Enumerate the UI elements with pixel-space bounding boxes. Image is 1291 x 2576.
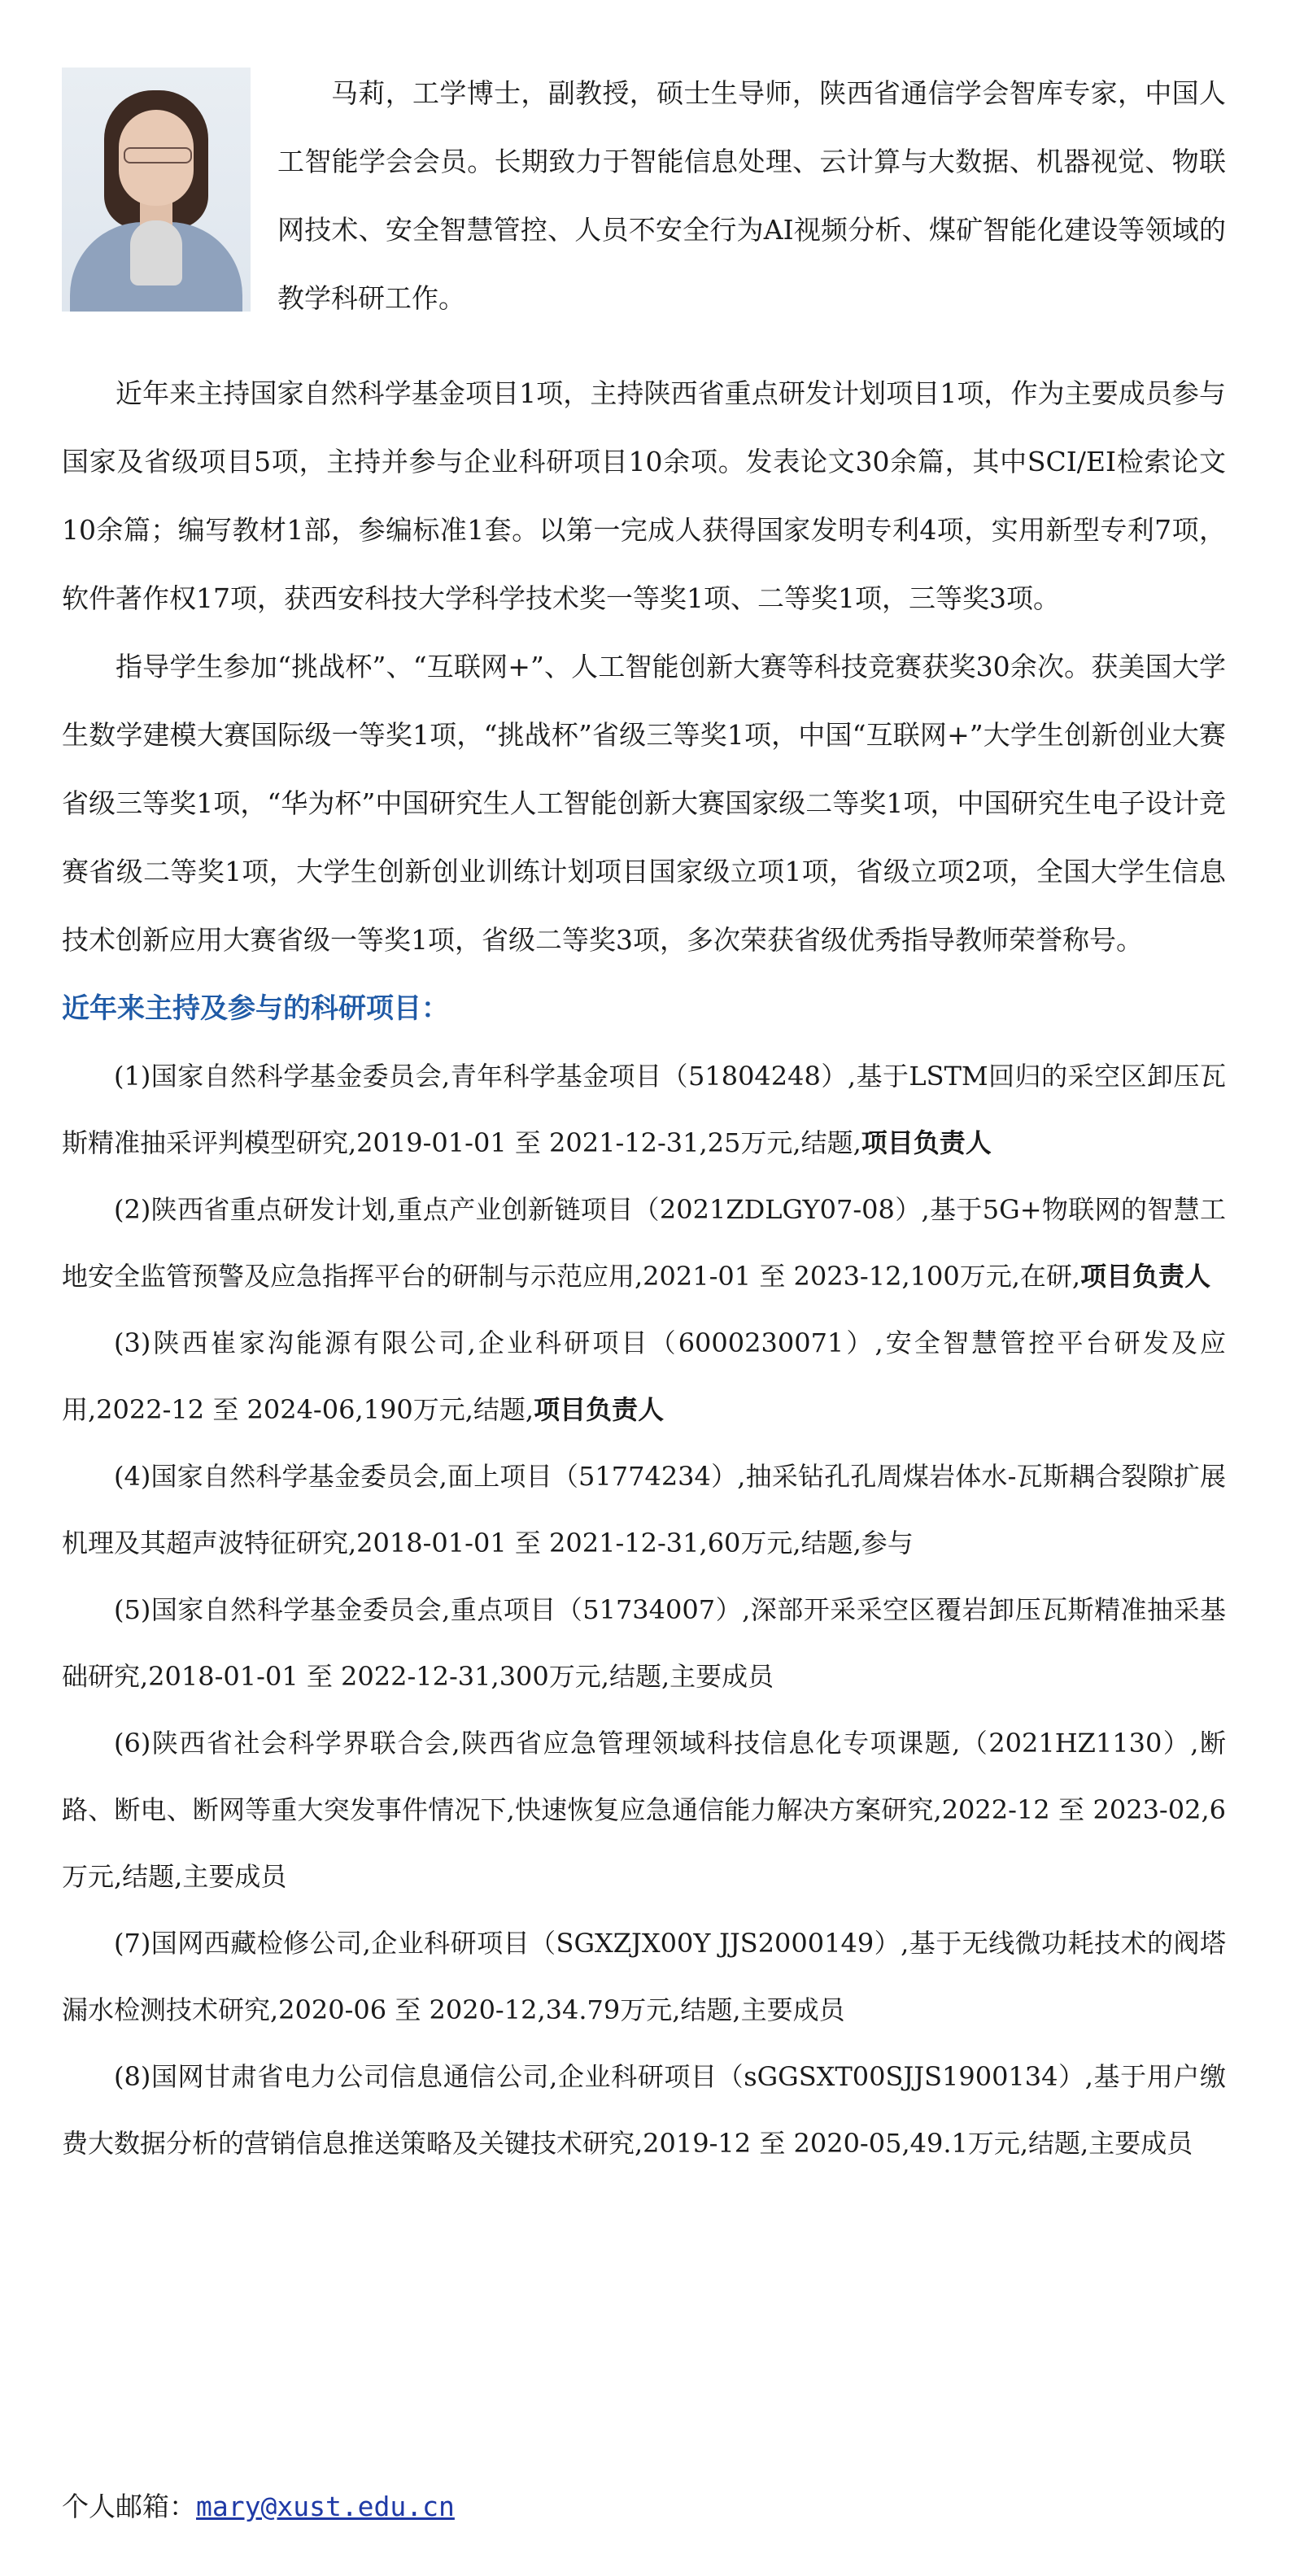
project-text: (8)国网甘肃省电力公司信息通信公司,企业科研项目（sGGSXT00SJJS1900134）,基于用户缴费大数据分析的营销信息推送策略及关键技术研究,2019-12 至 2020-05,49.1万元,结题,主要成员 (62, 2061, 1226, 2159)
project-text: (5)国家自然科学基金委员会,重点项目（51734007）,深部开采采空区覆岩卸压瓦斯精准抽采基础研究,2018-01-01 至 2022-12-31,300万元,结题,主要成员 (62, 1594, 1226, 1692)
project-text: (3)陕西崔家沟能源有限公司,企业科研项目（6000230071）,安全智慧管控平台研发及应用,2022-12 至 2024-06,190万元,结题, (62, 1327, 1226, 1425)
project-text: (2)陕西省重点研发计划,重点产业创新链项目（2021ZDLGY07-08）,基于5G+物联网的智慧工地安全监管预警及应急指挥平台的研制与示范应用,2021-01 至 2023-12,100万元,在研, (62, 1194, 1226, 1292)
bio-research-summary: 近年来主持国家自然科学基金项目1项，主持陕西省重点研发计划项目1项，作为主要成员参与国家及省级项目5项，主持并参与企业科研项目10余项。发表论文30余篇，其中SCI/EI检索论文10余篇；编写教材1部，参编标准1套。以第一完成人获得国家发明专利4项，实用新型专利7项，软件著作权17项，获西安科技大学科学技术奖一等奖1项、二等奖1项，三等奖3项。 (62, 377, 1226, 614)
projects-list (62, 1043, 1226, 2177)
projects-heading: 近年来主持及参与的科研项目： (62, 992, 449, 1025)
project-text: (1)国家自然科学基金委员会,青年科学基金项目（51804248）,基于LSTM回归的采空区卸压瓦斯精准抽采评判模型研究,2019-01-01 至 2021-12-31,25万元,结题, (62, 1061, 1226, 1158)
project-item (62, 1310, 1226, 1443)
project-role: 项目负责人 (534, 1394, 665, 1425)
bio-intro: 马莉，工学博士，副教授，硕士生导师，陕西省通信学会智库专家，中国人工智能学会会员。长期致力于智能信息处理、云计算与大数据、机器视觉、物联网技术、安全智慧管控、人员不安全行为AI视频分析、煤矿智能化建设等领域的教学科研工作。 (277, 77, 1226, 314)
profile-photo (62, 68, 251, 312)
email-link[interactable]: mary@xust.edu.cn (196, 2491, 455, 2522)
project-item (62, 1910, 1226, 2043)
project-item (62, 2043, 1226, 2177)
project-item (62, 1043, 1226, 1176)
project-role: 项目负责人 (1080, 1261, 1211, 1292)
photo-glasses (124, 147, 192, 163)
project-text: (4)国家自然科学基金委员会,面上项目（51774234）,抽采钻孔孔周煤岩体水-瓦斯耦合裂隙扩展机理及其超声波特征研究,2018-01-01 至 2021-12-31,60万元,结题,参与 (62, 1461, 1226, 1558)
intro-section (62, 59, 1226, 333)
contact-line (62, 2473, 455, 2541)
project-item (62, 1176, 1226, 1310)
bio-student-awards: 指导学生参加“挑战杯”、“互联网+”、人工智能创新大赛等科技竞赛获奖30余次。获美国大学生数学建模大赛国际级一等奖1项，“挑战杯”省级三等奖1项，中国“互联网+”大学生创新创业大赛省级三等奖1项，“华为杯”中国研究生人工智能创新大赛国家级二等奖1项，中国研究生电子设计竞赛省级二等奖1项，大学生创新创业训练计划项目国家级立项1项，省级立项2项，全国大学生信息技术创新应用大赛省级一等奖1项，省级二等奖3项，多次荣获省级优秀指导教师荣誉称号。 (62, 651, 1226, 956)
project-role: 项目负责人 (861, 1127, 992, 1158)
project-text: (6)陕西省社会科学界联合会,陕西省应急管理领域科技信息化专项课题,（2021HZ1130）,断路、断电、断网等重大突发事件情况下,快速恢复应急通信能力解决方案研究,2022-12 至 2023-02,6万元,结题,主要成员 (62, 1728, 1226, 1892)
project-item (62, 1443, 1226, 1576)
project-text: (7)国网西藏检修公司,企业科研项目（SGXZJX00Y JJS2000149）,基于无线微功耗技术的阀塔漏水检测技术研究,2020-06 至 2020-12,34.79万元,结题,主要成员 (62, 1928, 1226, 2025)
email-label: 个人邮箱： (62, 2491, 196, 2522)
photo-scarf (130, 220, 182, 285)
project-item (62, 1710, 1226, 1910)
project-item (62, 1576, 1226, 1710)
